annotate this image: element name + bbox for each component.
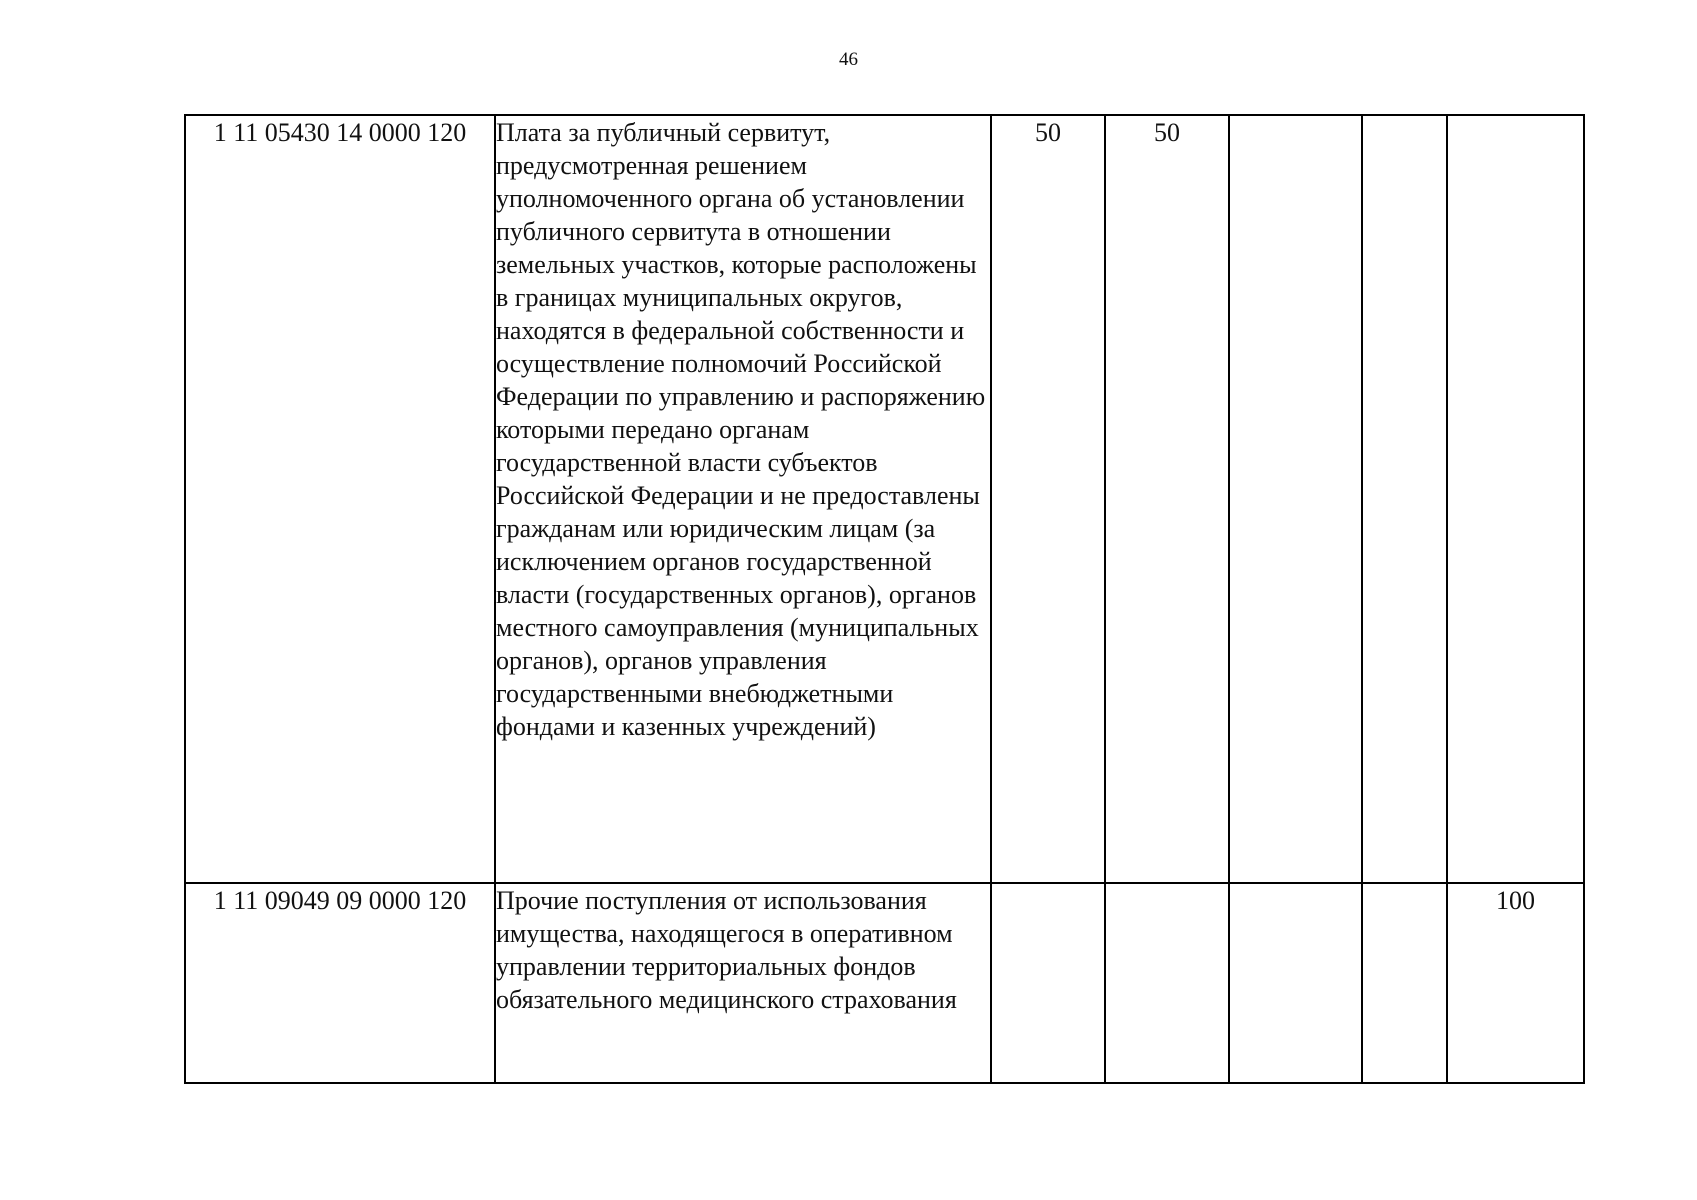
page-number: 46	[839, 49, 858, 70]
value-cell-3	[1229, 883, 1362, 1083]
value-cell-5: 100	[1447, 883, 1584, 1083]
revenue-name-text: Плата за публичный сервитут, предусмотренная решением уполномоченного органа об установлении публичного сервитута в отношении земельных участков, которые расположены в границах муниципальных округов, находятся в федеральной собственности и осуществление полномочий Российской Федерации по управлению и распоряжению которыми передано органам государственной власти субъектов Российской Федерации и не предоставлены гражданам или юридическим лицам (за исключением органов государственной власти (государственных органов), органов местного самоуправления (муниципальных органов), органов управления государственными внебюджетными фондами и казенных учреждений)	[496, 118, 986, 741]
revenue-table	[184, 114, 1585, 1084]
revenue-name-text: Прочие поступления от использования имущества, находящегося в оперативном управлении территориальных фондов обязательного медицинского страхования	[496, 886, 957, 1014]
budget-code-cell: 1 11 09049 09 0000 120	[185, 883, 495, 1083]
value-cell-1: 50	[991, 115, 1105, 883]
budget-code-cell: 1 11 05430 14 0000 120	[185, 115, 495, 883]
table-row	[185, 883, 1584, 1083]
revenue-name-cell	[495, 115, 991, 883]
value-cell-5	[1447, 115, 1584, 883]
value-cell-3	[1229, 115, 1362, 883]
value-cell-4	[1362, 883, 1447, 1083]
value-cell-2: 50	[1105, 115, 1229, 883]
table-row	[185, 115, 1584, 883]
value-cell-4	[1362, 115, 1447, 883]
value-cell-2	[1105, 883, 1229, 1083]
value-cell-1	[991, 883, 1105, 1083]
revenue-name-cell	[495, 883, 991, 1083]
